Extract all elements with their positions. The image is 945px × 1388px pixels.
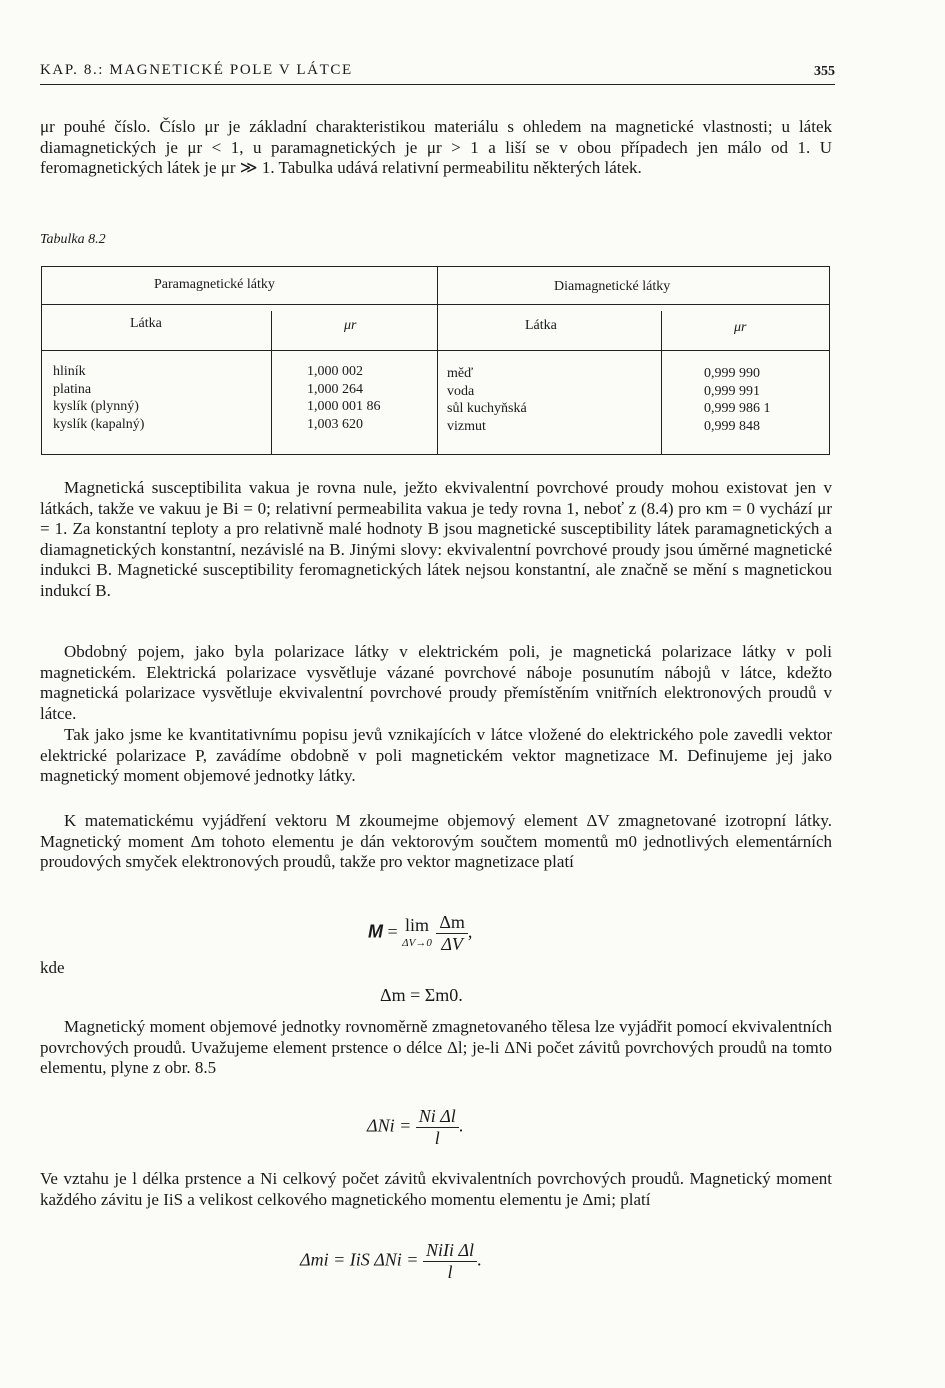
- eq1-lhs: M: [368, 921, 383, 942]
- dia-value-list: [704, 365, 771, 435]
- eq1-limit: [402, 916, 432, 952]
- eq1-lim-subscript: ΔV→0: [402, 936, 432, 949]
- equation-turns: [367, 1106, 463, 1149]
- dia-mu-header: μr: [734, 320, 747, 335]
- eq4-numerator: NiIi Δl: [423, 1240, 477, 1262]
- list-item: vizmut: [447, 418, 486, 434]
- page-header: [40, 62, 835, 85]
- paragraph-relation: Ve vztahu je l délka prstence a Ni celkový počet závitů ekvivalentních povrchových proudů. Magnetický moment každého závitu je IiS a velikost celkového magnetického momentu elementu je Δmi; platí: [40, 1169, 832, 1209]
- paragraph-magnetization-vector: Tak jako jsme ke kvantitativnímu popisu jevů vznikajících v látce vložené do elektrického pole zavedli vektor elektrické polarizace P, zavádíme obdobně v poli magnetickém vektor magnetizace M. Definujeme jej jako magnetický moment objemové jednotky látky.: [40, 725, 832, 786]
- eq3-fraction: [416, 1106, 459, 1149]
- list-item: 0,999 990: [704, 366, 760, 381]
- eq3-lhs: ΔNi =: [367, 1115, 412, 1136]
- eq1-denominator: ΔV: [441, 934, 463, 954]
- table-group-divider: [42, 304, 830, 305]
- equation-moment-sum: Δm = Σm0.: [380, 985, 463, 1005]
- equation-magnetization: [368, 912, 472, 955]
- eq1-lim-word: lim: [404, 914, 429, 935]
- para-mu-header: μr: [344, 318, 357, 333]
- paragraph-polarization: Obdobný pojem, jako byla polarizace látky v elektrickém poli, je magnetická polarizace látky v poli magnetickém. Elektrická polarizace vysvětluje vázané povrchové náboje posunutím nábojů v látce, kdežto magnetická polarizace vysvětluje ekvivalentní povrchové proudy přemístěním vnitřních elektronových proudů v látce.: [40, 642, 832, 723]
- list-item: voda: [447, 383, 475, 399]
- list-item: 0,999 848: [704, 418, 760, 434]
- list-item: 1,000 001 86: [307, 399, 381, 415]
- eq1-numerator: Δm: [436, 912, 468, 934]
- list-item: 1,003 620: [307, 416, 363, 432]
- paragraph-susceptibility: Magnetická susceptibilita vakua je rovna nule, ježto ekvivalentní povrchové proudy mohou existovat jen v látkách, takže ve vakuu je Bi = 0; relativní permeabilita vakua je tedy rovna 1, neboť z (8.4) pro κm = 0 vychází μr = 1. Za konstantní teploty a pro relativně malé hodnoty B jsou magnetické susceptibility látek paramagnetických a diamagnetických konstantní, nezávislé na B. Jinými slovy: ekvivalentní povrchové proudy jsou úměrné magnetické indukci B. Magnetické susceptibility feromagnetických látek nejsou konstantní, ale značně se mění s magnetickou indukcí B.: [40, 478, 832, 600]
- para-substance-header: Látka: [130, 316, 162, 331]
- equation-element-moment: [300, 1240, 482, 1283]
- eq4-lhs: Δmi = IiS ΔNi =: [300, 1249, 419, 1270]
- page-number: 355: [814, 64, 835, 79]
- eq1-fraction: [436, 912, 468, 955]
- list-item: 1,000 002: [307, 364, 363, 379]
- eq4-fraction: [423, 1240, 477, 1283]
- eq3-numerator: Ni Δl: [416, 1106, 459, 1128]
- eq4-denominator: l: [447, 1262, 453, 1282]
- paragraph-ring-element: Magnetický moment objemové jednotky rovnoměrně zmagnetovaného tělesa lze vyjádřit pomocí ekvivalentních povrchových proudů. Uvažujeme element prstence o délce Δl; je-li ΔNi počet závitů povrchových proudů na tomto elementu, plyne z obr. 8.5: [40, 1017, 832, 1078]
- eq1-tail: ,: [467, 921, 473, 942]
- eq3-denominator: l: [434, 1128, 440, 1148]
- eq1-equals: =: [387, 921, 398, 942]
- list-item: kyslík (kapalný): [53, 416, 145, 432]
- table-para-col-divider: [271, 311, 272, 455]
- para-value-list: [307, 363, 381, 433]
- para-substance-list: [53, 363, 144, 433]
- table-header-divider: [42, 350, 830, 351]
- table-dia-col-divider: [661, 311, 662, 455]
- intro-paragraph: μr pouhé číslo. Číslo μr je základní charakteristikou materiálu s ohledem na magnetické vlastnosti; u látek diamagnetických je μr < 1, u paramagnetických je μr > 1 a liší se v obou případech jen málo od 1. U feromagnetických látek je μr ≫ 1. Tabulka udává relativní permeabilitu některých látek.: [40, 117, 832, 178]
- list-item: hliník: [53, 364, 86, 379]
- dia-substance-list: [447, 365, 527, 435]
- word-kde: kde: [40, 958, 65, 977]
- list-item: 0,999 991: [704, 383, 760, 399]
- paragraph-volume-element: K matematickému vyjádření vektoru M zkoumejme objemový element ΔV zmagnetované izotropní látky. Magnetický moment Δm tohoto elementu je dán vektorovým součtem momentů m0 jednotlivých elementárních proudových smyček elektronových proudů, takže pro vektor magnetizace platí: [40, 811, 832, 872]
- list-item: kyslík (plynný): [53, 399, 139, 415]
- table-center-divider: [437, 267, 438, 455]
- list-item: platina: [53, 381, 92, 397]
- group-para-heading: Paramagnetické látky: [154, 277, 275, 292]
- list-item: 1,000 264: [307, 381, 363, 397]
- eq3-tail: .: [458, 1115, 464, 1136]
- dia-substance-header: Látka: [525, 318, 557, 333]
- running-head: KAP. 8.: MAGNETICKÉ POLE V LÁTCE: [40, 62, 353, 78]
- eq4-tail: .: [477, 1249, 482, 1270]
- table-caption: Tabulka 8.2: [40, 232, 106, 247]
- group-dia-heading: Diamagnetické látky: [554, 279, 671, 294]
- list-item: měď: [447, 366, 474, 381]
- list-item: sůl kuchyňská: [447, 401, 527, 417]
- permeability-table: [41, 266, 830, 455]
- list-item: 0,999 986 1: [704, 401, 771, 417]
